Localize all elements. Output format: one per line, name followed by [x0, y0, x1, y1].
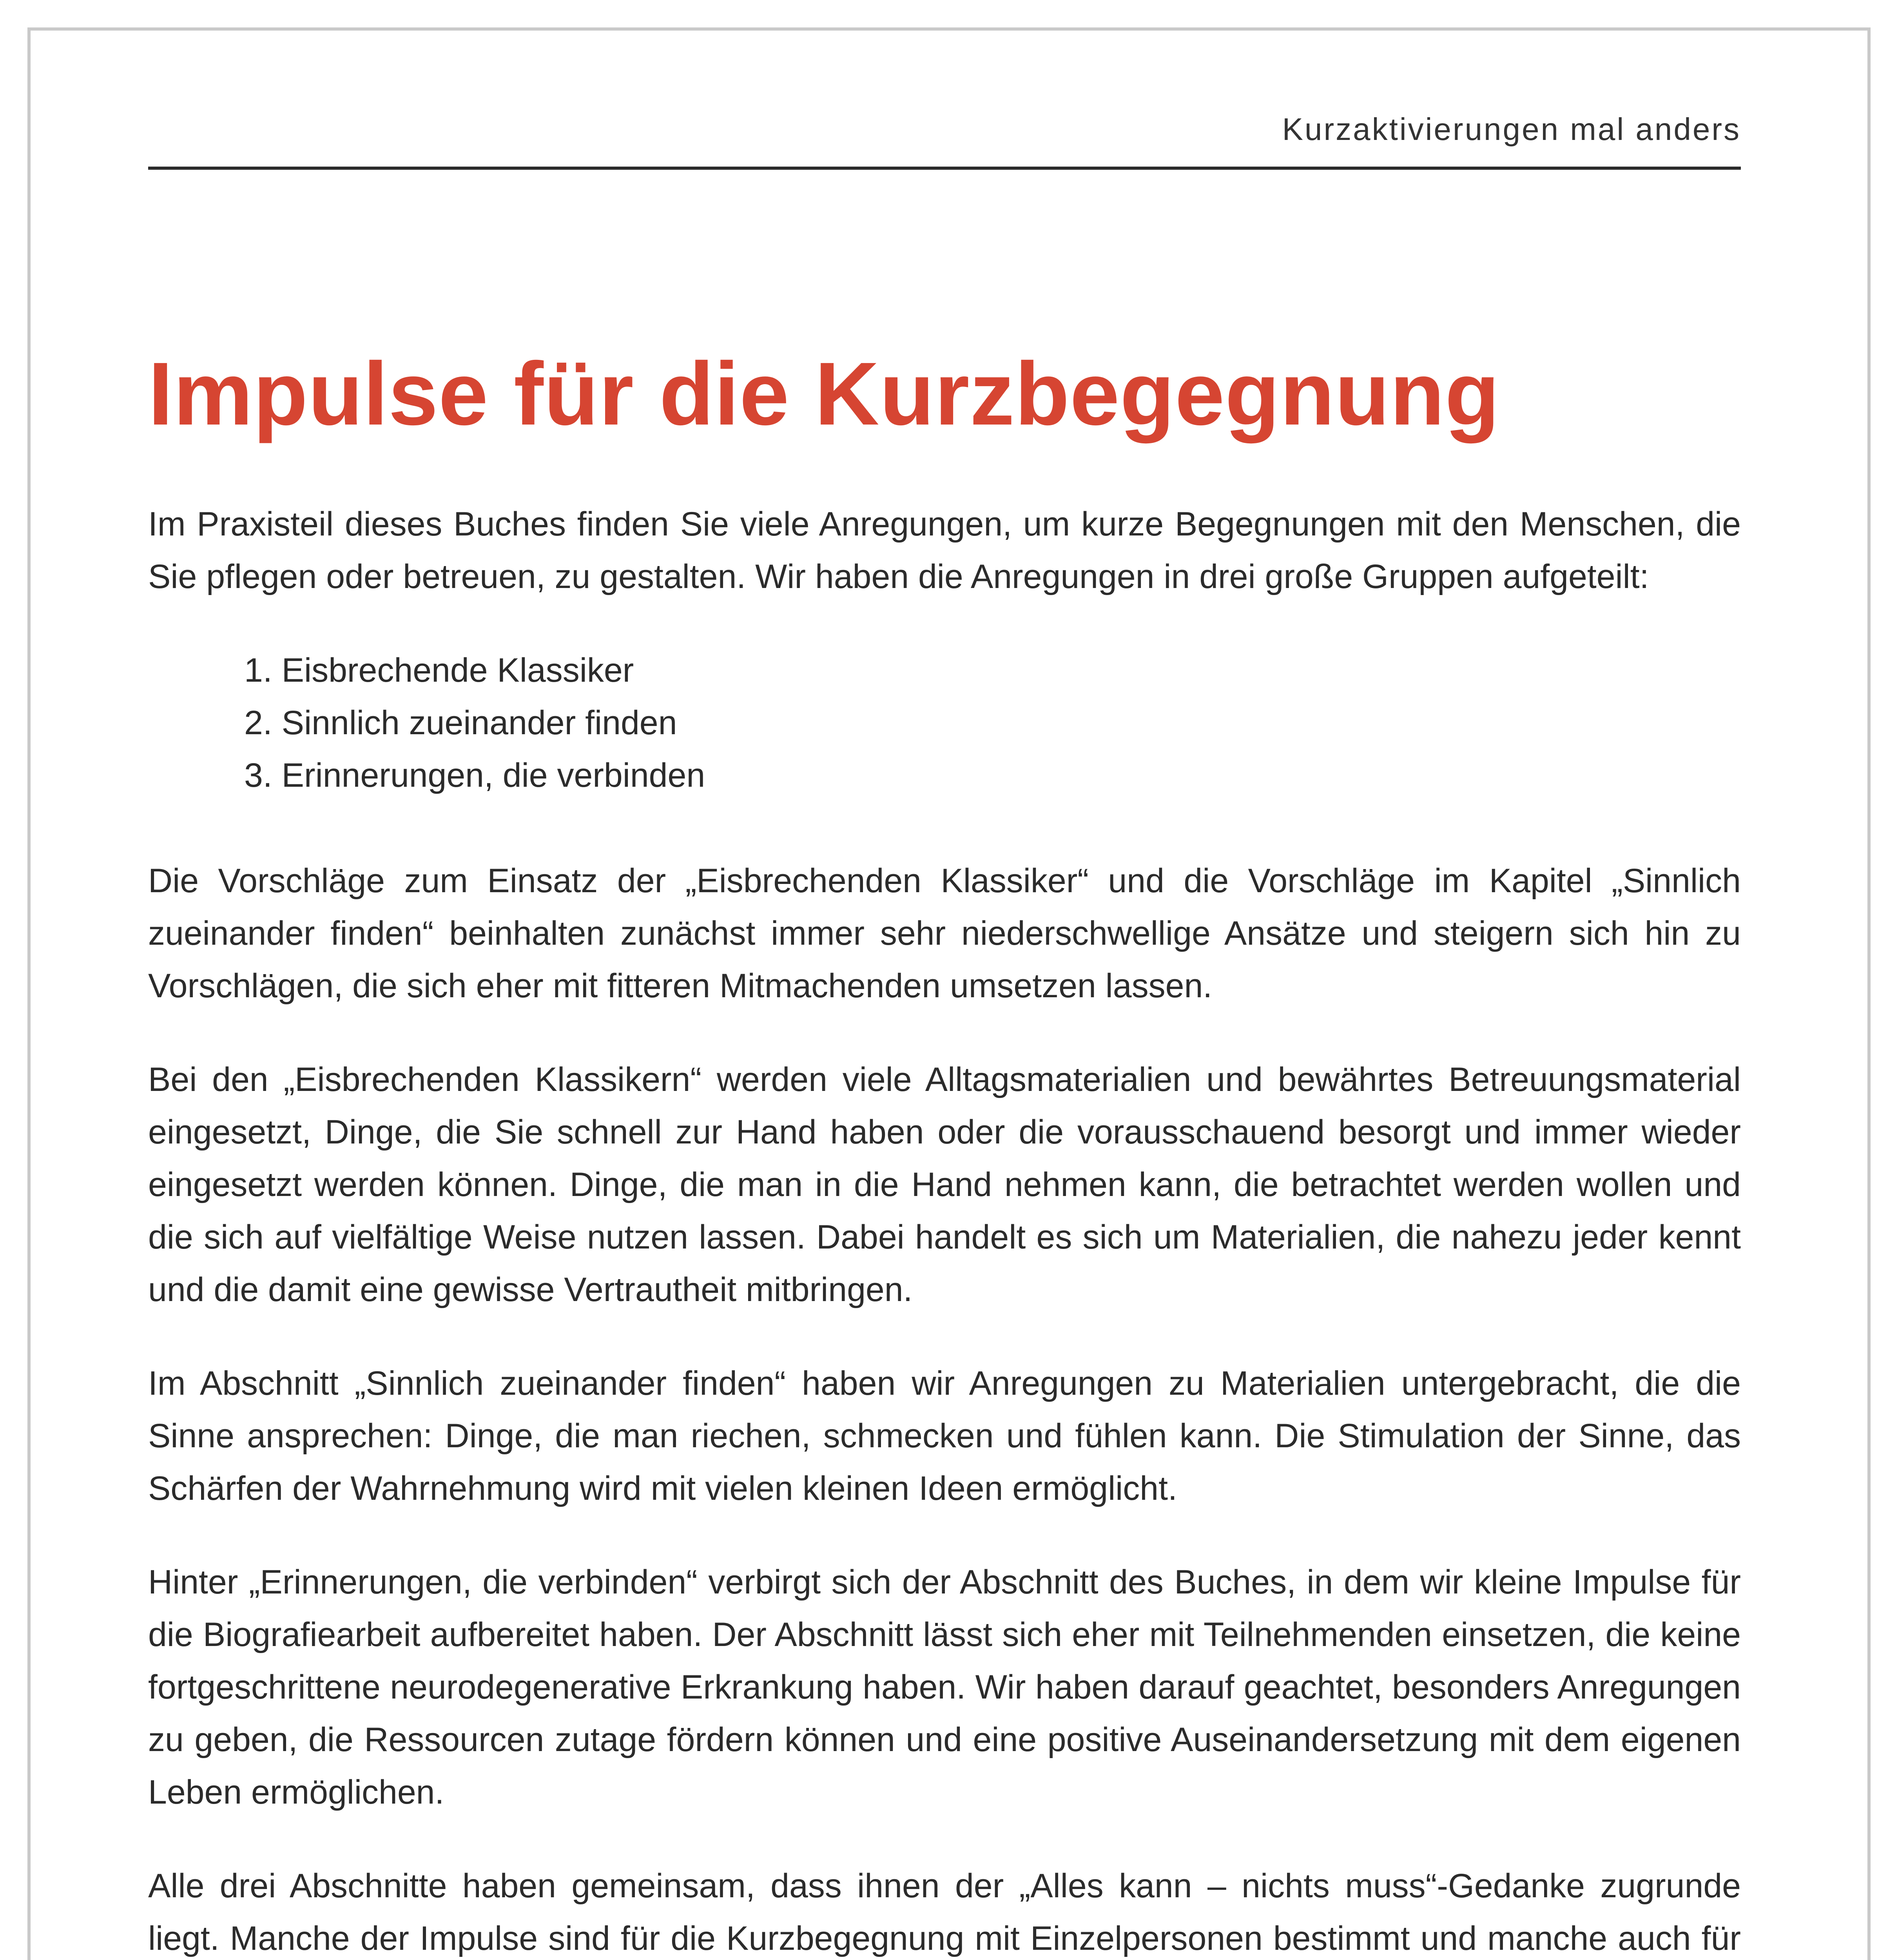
list-item: 2. Sinnlich zueinander finden — [244, 704, 677, 742]
paragraph: Hinter „Erinnerungen, die verbinden“ verbirgt sich der Abschnitt des Buches, in dem wir kleine Impulse für die Biografiearbeit aufbereitet haben. Der Abschnitt lässt sich eher mit Teilnehmenden einsetzen, die keine fortgeschrittene neurodegenerative Erkrankung haben. Wir haben darauf geachtet, besonders Anregungen zu geben, die Ressourcen zutage fördern können und eine positive Auseinandersetzung mit dem eigenen Leben ermöglichen. — [148, 1563, 1741, 1811]
section-list — [148, 644, 1741, 802]
list-item: 3. Erinnerungen, die verbinden — [244, 757, 705, 794]
paragraph: Bei den „Eisbrechenden Klassikern“ werden viele Alltagsmaterialien und bewährtes Betreuungsmaterial eingesetzt, Dinge, die Sie schnell zur Hand haben oder die vorausschauend besorgt und immer wieder eingesetzt werden können. Dinge, die man in die Hand nehmen kann, die betrachtet werden wollen und die sich auf vielfältige Weise nutzen lassen. Dabei handelt es sich um Materialien, die nahezu jeder kennt und die damit eine gewisse Vertrautheit mitbringen. — [148, 1061, 1741, 1308]
intro-paragraph: Im Praxisteil dieses Buches finden Sie viele Anregungen, um kurze Begegnungen mit den Menschen, die Sie pflegen oder betreuen, zu gestalten. Wir haben die Anregungen in drei große Gruppen aufgeteilt: — [148, 505, 1741, 595]
page-title: Impulse für die Kurzbegegnung — [148, 344, 1500, 444]
running-header: Kurzaktivierungen mal anders — [1282, 112, 1741, 147]
paragraph: Alle drei Abschnitte haben gemeinsam, dass ihnen der „Alles kann – nichts muss“-Gedanke zugrunde liegt. Manche der Impulse sind für die Kurzbegegnung mit Einzelpersonen bestimmt und manche auch für — [148, 1867, 1741, 1957]
paragraph: Im Abschnitt „Sinnlich zueinander finden“ haben wir Anregungen zu Materialien untergebracht, die die Sinne ansprechen: Dinge, die man riechen, schmecken und fühlen kann. Die Stimulation der Sinne, das Schärfen der Wahrnehmung wird mit vielen kleinen Ideen ermöglicht. — [148, 1365, 1741, 1507]
list-item: 1. Eisbrechende Klassiker — [244, 652, 634, 689]
paragraph: Die Vorschläge zum Einsatz der „Eisbrechenden Klassiker“ und die Vorschläge im Kapitel „Sinnlich zueinander finden“ beinhalten zunächst immer sehr niederschwellige Ansätze und steigern sich hin zu Vorschlägen, die sich eher mit fitteren Mitmachenden umsetzen lassen. — [148, 862, 1741, 1005]
body-text — [148, 498, 1741, 1960]
header-rule — [148, 167, 1741, 170]
